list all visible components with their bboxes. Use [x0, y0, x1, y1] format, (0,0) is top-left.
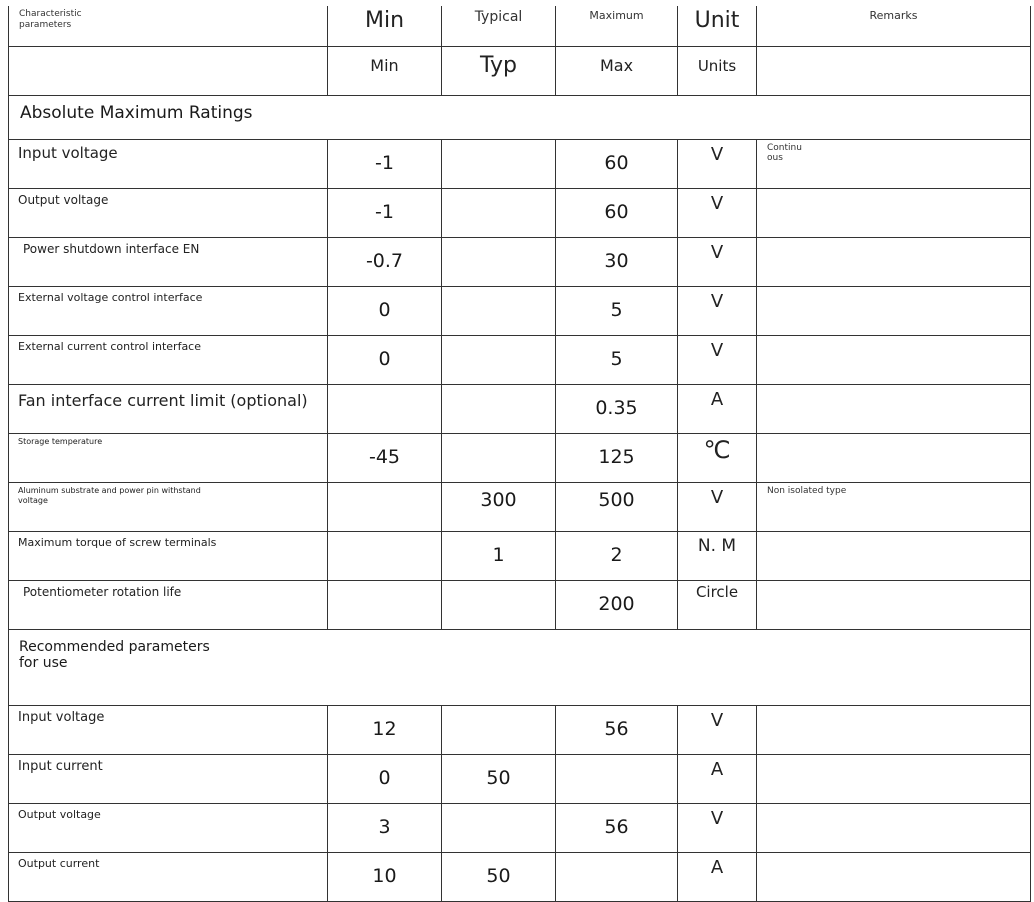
param-min: 0: [328, 336, 442, 385]
param-name: Storage temperature: [9, 434, 328, 483]
section-row: [9, 96, 1031, 140]
param-typ: 1: [442, 532, 556, 581]
header-blank-remarks: [757, 47, 1031, 96]
param-typ: [442, 189, 556, 238]
param-name: Output voltage: [9, 804, 328, 853]
param-typ: [442, 581, 556, 630]
param-min: -45: [328, 434, 442, 483]
section-title-recommended: Recommended parameters for use: [9, 630, 1031, 706]
param-typ: [442, 385, 556, 434]
table-row: [9, 755, 1031, 804]
param-typ: [442, 434, 556, 483]
param-min: [328, 483, 442, 532]
param-typ: 50: [442, 755, 556, 804]
param-unit: A: [678, 755, 757, 804]
header-units-abbr: Units: [678, 47, 757, 96]
param-max: 60: [556, 189, 678, 238]
param-name: External current control interface: [9, 336, 328, 385]
table-row: [9, 853, 1031, 902]
table-row: [9, 581, 1031, 630]
param-unit: Circle: [678, 581, 757, 630]
header-unit: Unit: [678, 6, 757, 47]
table-row: [9, 140, 1031, 189]
param-max: 0.35: [556, 385, 678, 434]
param-unit: V: [678, 804, 757, 853]
param-min: -1: [328, 189, 442, 238]
param-unit: V: [678, 238, 757, 287]
header-maximum: Maximum: [556, 6, 678, 47]
param-remarks: Continuous: [757, 140, 1031, 189]
param-name: Output voltage: [9, 189, 328, 238]
param-remarks: [757, 434, 1031, 483]
table-row: [9, 238, 1031, 287]
header-remarks: Remarks: [757, 6, 1031, 47]
param-max: [556, 853, 678, 902]
table-row: [9, 385, 1031, 434]
param-max: 500: [556, 483, 678, 532]
param-unit: V: [678, 483, 757, 532]
header-min-abbr: Min: [328, 47, 442, 96]
param-typ: [442, 238, 556, 287]
table-row: [9, 804, 1031, 853]
param-name: Maximum torque of screw terminals: [9, 532, 328, 581]
param-min: [328, 385, 442, 434]
param-unit: N. M: [678, 532, 757, 581]
spec-sheet: [8, 6, 1030, 887]
header-row-1: [9, 6, 1031, 47]
param-name: Input voltage: [9, 706, 328, 755]
param-name: Power shutdown interface EN: [9, 238, 328, 287]
param-typ: [442, 140, 556, 189]
param-name: Fan interface current limit (optional): [9, 385, 328, 434]
param-max: 125: [556, 434, 678, 483]
param-max: 30: [556, 238, 678, 287]
param-min: [328, 581, 442, 630]
param-remarks: [757, 532, 1031, 581]
param-remarks: [757, 287, 1031, 336]
table-row: [9, 532, 1031, 581]
param-typ: [442, 804, 556, 853]
table-row: [9, 483, 1031, 532]
param-max: [556, 755, 678, 804]
param-name: Input voltage: [9, 140, 328, 189]
param-max: 2: [556, 532, 678, 581]
param-max: 56: [556, 804, 678, 853]
header-max-abbr: Max: [556, 47, 678, 96]
table-row: [9, 706, 1031, 755]
param-remarks: [757, 336, 1031, 385]
param-min: [328, 532, 442, 581]
header-characteristic: Characteristic parameters: [9, 6, 328, 47]
param-remarks: [757, 853, 1031, 902]
section-title-absolute-max: Absolute Maximum Ratings: [9, 96, 1031, 140]
header-typ-abbr: Typ: [442, 47, 556, 96]
param-unit: A: [678, 385, 757, 434]
param-remarks: Non isolated type: [757, 483, 1031, 532]
param-unit: A: [678, 853, 757, 902]
table-row: [9, 287, 1031, 336]
param-name: External voltage control interface: [9, 287, 328, 336]
param-remarks: [757, 581, 1031, 630]
header-blank: [9, 47, 328, 96]
param-max: 56: [556, 706, 678, 755]
param-typ: 300: [442, 483, 556, 532]
param-typ: [442, 336, 556, 385]
param-max: 60: [556, 140, 678, 189]
param-remarks: [757, 706, 1031, 755]
param-max: 200: [556, 581, 678, 630]
header-row-2: [9, 47, 1031, 96]
header-typical: Typical: [442, 6, 556, 47]
param-min: 12: [328, 706, 442, 755]
param-unit: V: [678, 287, 757, 336]
param-typ: [442, 706, 556, 755]
table-row: [9, 434, 1031, 483]
param-min: -0.7: [328, 238, 442, 287]
param-name: Aluminum substrate and power pin withstand voltage: [9, 483, 328, 532]
param-unit: V: [678, 140, 757, 189]
table-row: [9, 189, 1031, 238]
param-name: Potentiometer rotation life: [9, 581, 328, 630]
param-max: 5: [556, 287, 678, 336]
param-unit: V: [678, 189, 757, 238]
param-remarks: [757, 238, 1031, 287]
param-unit: V: [678, 706, 757, 755]
param-min: 3: [328, 804, 442, 853]
param-typ: 50: [442, 853, 556, 902]
param-name: Input current: [9, 755, 328, 804]
section-row: [9, 630, 1031, 706]
param-remarks: [757, 755, 1031, 804]
table-row: [9, 336, 1031, 385]
param-max: 5: [556, 336, 678, 385]
header-min: Min: [328, 6, 442, 47]
param-unit: ℃: [678, 434, 757, 483]
param-min: 0: [328, 287, 442, 336]
param-name: Output current: [9, 853, 328, 902]
param-min: 10: [328, 853, 442, 902]
param-remarks: [757, 804, 1031, 853]
param-min: 0: [328, 755, 442, 804]
param-min: -1: [328, 140, 442, 189]
param-unit: V: [678, 336, 757, 385]
param-remarks: [757, 385, 1031, 434]
characteristics-table: [8, 6, 1031, 902]
param-remarks: [757, 189, 1031, 238]
param-typ: [442, 287, 556, 336]
